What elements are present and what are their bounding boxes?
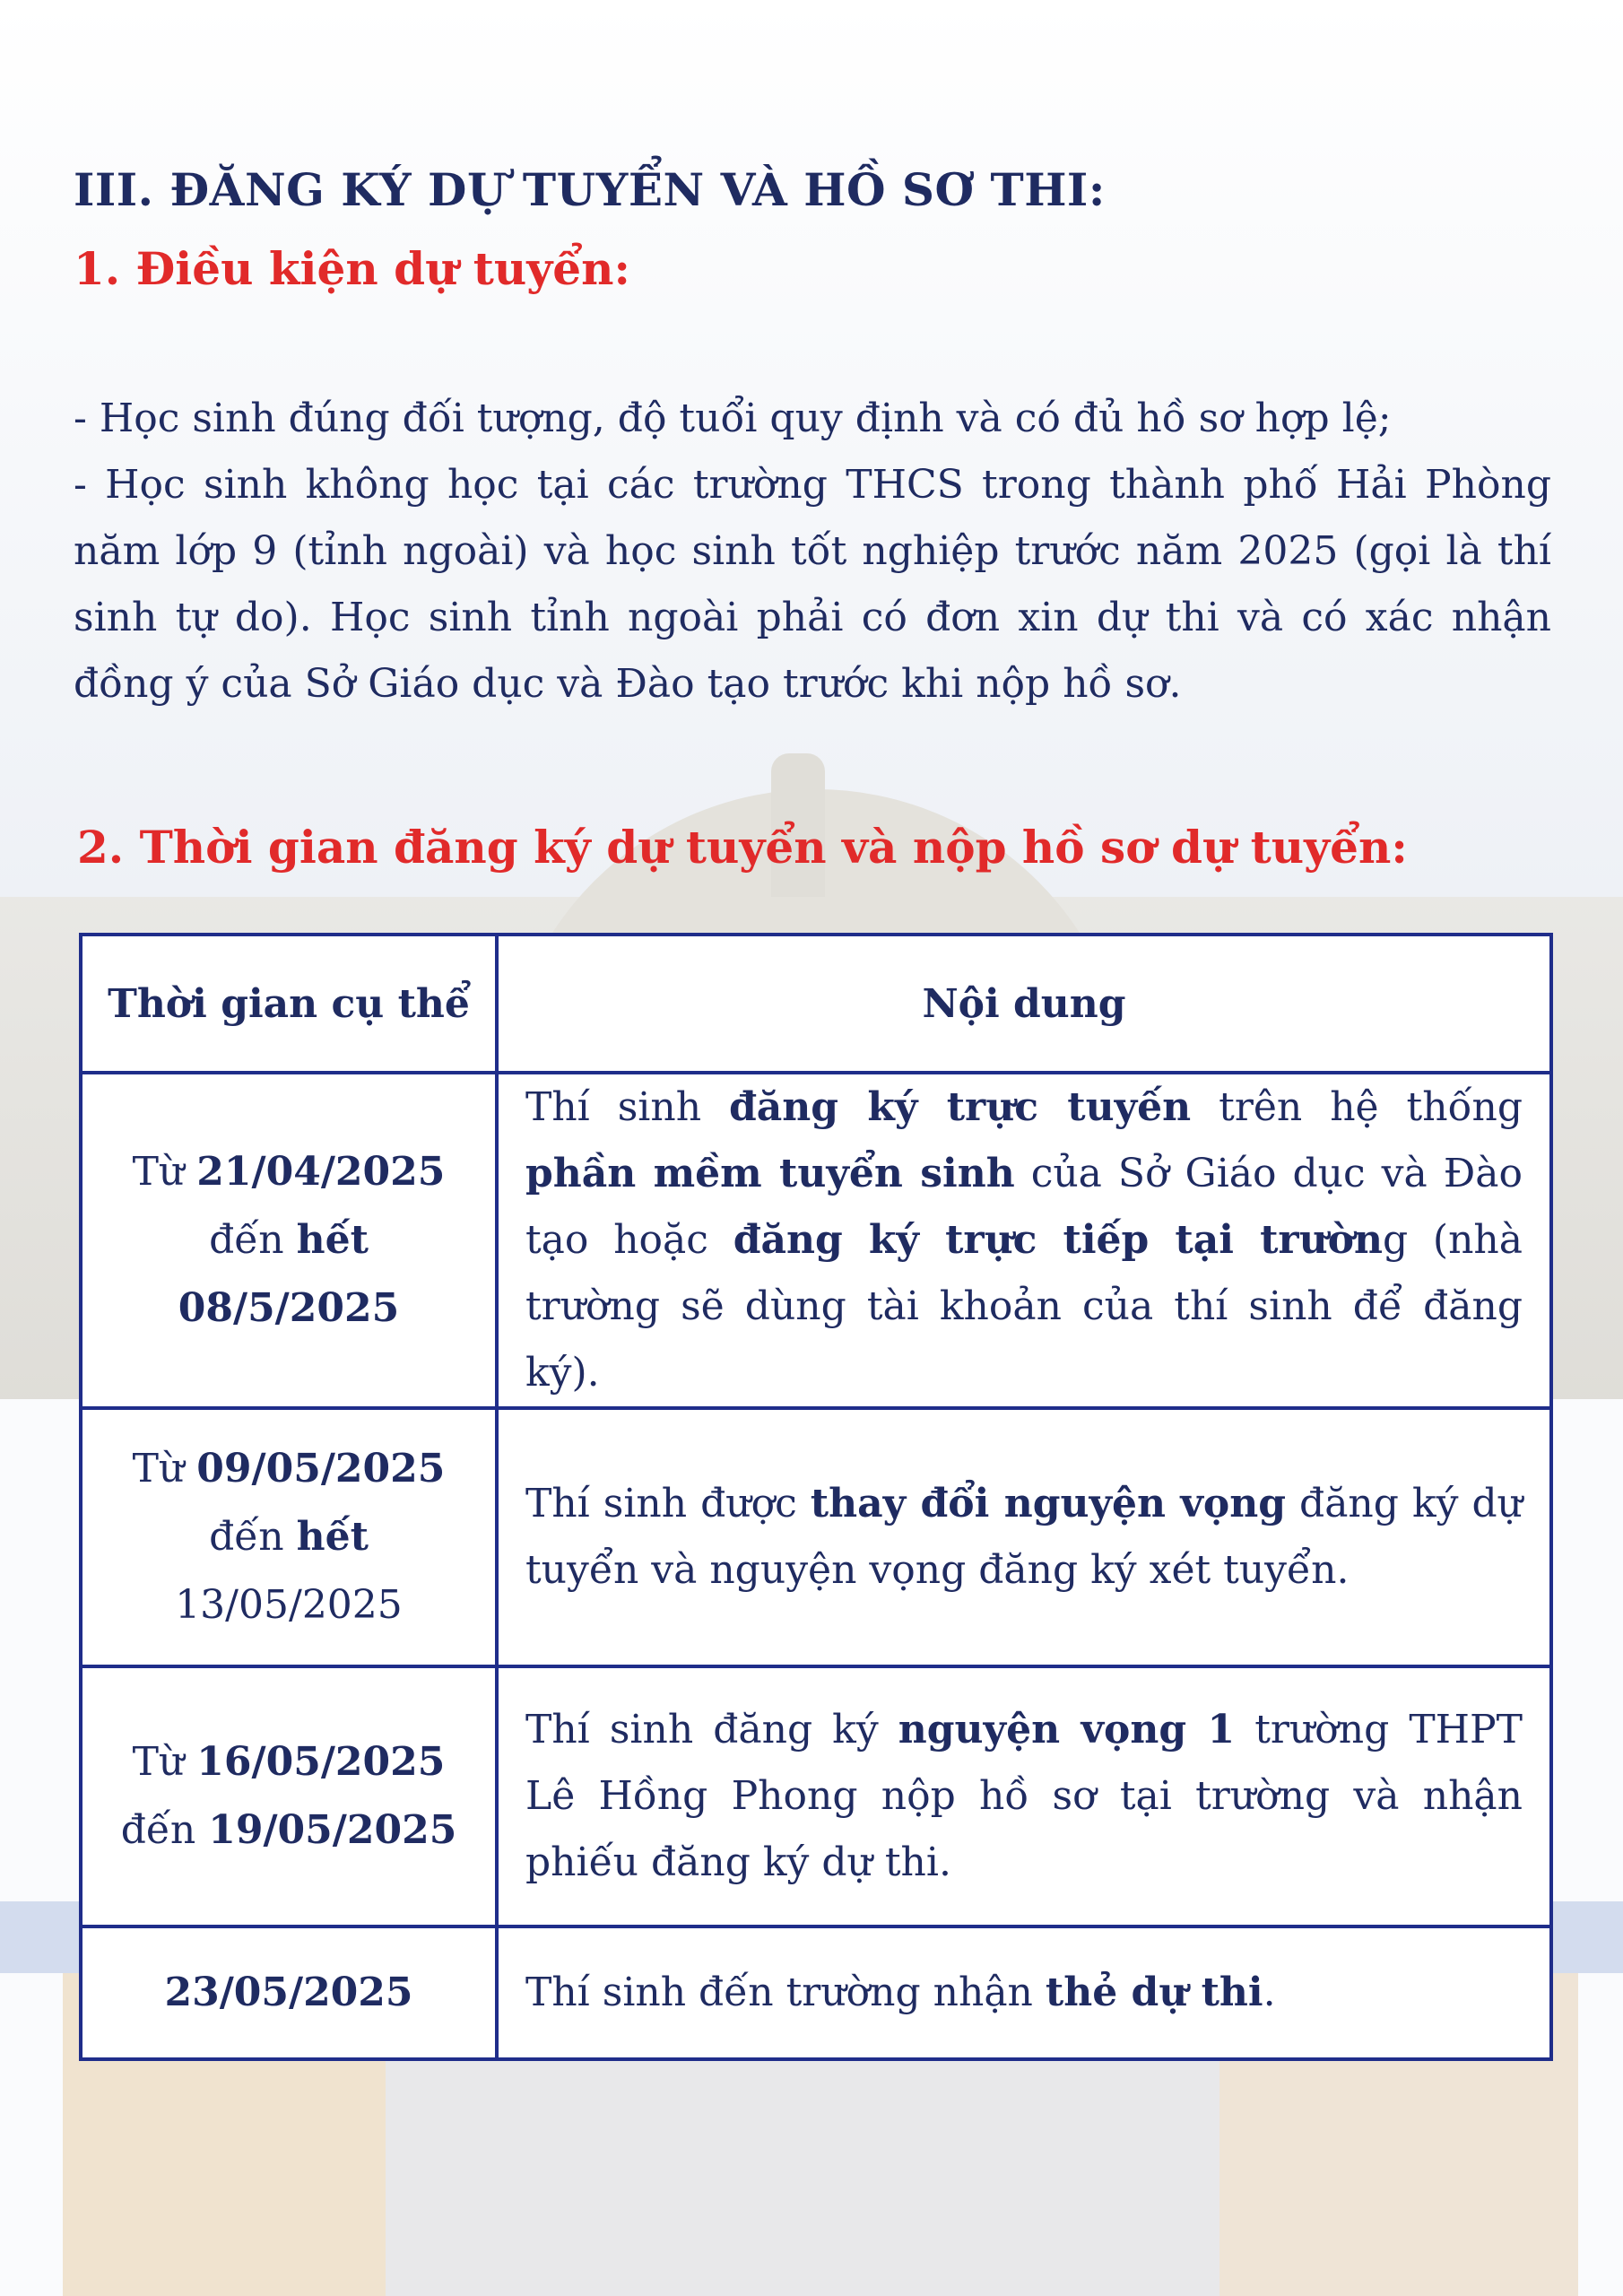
time-end-word: hết: [296, 1217, 369, 1263]
desc-text: Thí sinh đăng ký: [525, 1707, 898, 1752]
time-start: 16/05/2025: [196, 1739, 446, 1785]
desc-bold: thẻ dự thi: [1045, 1970, 1263, 2015]
time-to: đến: [120, 1807, 209, 1853]
time-end: 13/05/2025: [175, 1582, 403, 1628]
time-prefix: Từ: [132, 1446, 197, 1492]
table-row: [81, 1926, 1551, 2059]
desc-text: Thí sinh: [525, 1084, 730, 1130]
desc-text: trên hệ thống: [1191, 1084, 1523, 1130]
desc-bold: nguyện vọng 1: [898, 1707, 1236, 1752]
content-cell: [497, 1666, 1551, 1926]
desc-bold: đăng ký trực tuyến: [729, 1084, 1192, 1130]
time-prefix: Từ: [132, 1739, 197, 1785]
table-row: [81, 1666, 1551, 1926]
subsection-1-title: 1. Điều kiện dự tuyển:: [74, 242, 630, 295]
section-title: III. ĐĂNG KÝ DỰ TUYỂN VÀ HỒ SƠ THI:: [74, 163, 1106, 216]
table-row: [81, 1073, 1551, 1408]
content-cell: [497, 1926, 1551, 2059]
time-cell: [81, 1666, 497, 1926]
time-end: 08/5/2025: [178, 1285, 400, 1331]
desc-bold: thay đổi nguyện vọng: [810, 1481, 1287, 1526]
subsection-2-title: 2. Thời gian đăng ký dự tuyển và nộp hồ sơ dự tuyển:: [77, 821, 1408, 874]
time-cell: [81, 1073, 497, 1408]
time-cell: [81, 1926, 497, 2059]
condition-item-2: - Học sinh không học tại các trường THCS trong thành phố Hải Phòng năm lớp 9 (tỉnh ngoài) và học sinh tốt nghiệp trước năm 2025 (gọi là thí sinh tự do). Học sinh tỉnh ngoài phải có đơn xin dự thi và có xác nhận đồng ý của Sở Giáo dục và Đào tạo trước khi nộp hồ sơ.: [74, 462, 1551, 707]
desc-text: Thí sinh được: [525, 1481, 811, 1526]
condition-item-1: - Học sinh đúng đối tượng, độ tuổi quy định và có đủ hồ sơ hợp lệ;: [74, 396, 1392, 441]
desc-bold: đăng ký trực tiếp tại trườn: [733, 1217, 1383, 1263]
desc-text: đăng ký dự tuyển và nguyện vọng đăng ký xét tuyển.: [525, 1481, 1523, 1593]
desc-text: Thí sinh đến trường nhận: [525, 1970, 1046, 2015]
time-start: 09/05/2025: [196, 1446, 446, 1492]
time-to: đến: [209, 1514, 297, 1560]
content-cell: [497, 1408, 1551, 1666]
header-content: Nội dung: [497, 935, 1551, 1073]
table-row: [81, 1408, 1551, 1666]
desc-text: g (nhà trường sẽ dùng tài khoản của thí sinh để đăng ký).: [525, 1217, 1523, 1396]
desc-bold: phần mềm tuyển sinh: [525, 1151, 1015, 1196]
time-prefix: Từ: [132, 1149, 197, 1195]
desc-text: của Sở Giáo dục và Đào tạo hoặc: [525, 1151, 1523, 1263]
schedule-table: [79, 933, 1553, 2061]
time-end: 19/05/2025: [208, 1807, 457, 1853]
time-to: đến: [209, 1217, 297, 1263]
content-cell: [497, 1073, 1551, 1408]
time-cell: [81, 1408, 497, 1666]
time-start: 21/04/2025: [196, 1149, 446, 1195]
time-end-word: hết: [296, 1514, 369, 1560]
header-time: Thời gian cụ thể: [81, 935, 497, 1073]
time-date: 23/05/2025: [164, 1970, 413, 2015]
table-header-row: [81, 935, 1551, 1073]
desc-text: trường THPT Lê Hồng Phong nộp hồ sơ tại trường và nhận phiếu đăng ký dự thi.: [525, 1707, 1523, 1885]
desc-text: .: [1263, 1970, 1276, 2015]
